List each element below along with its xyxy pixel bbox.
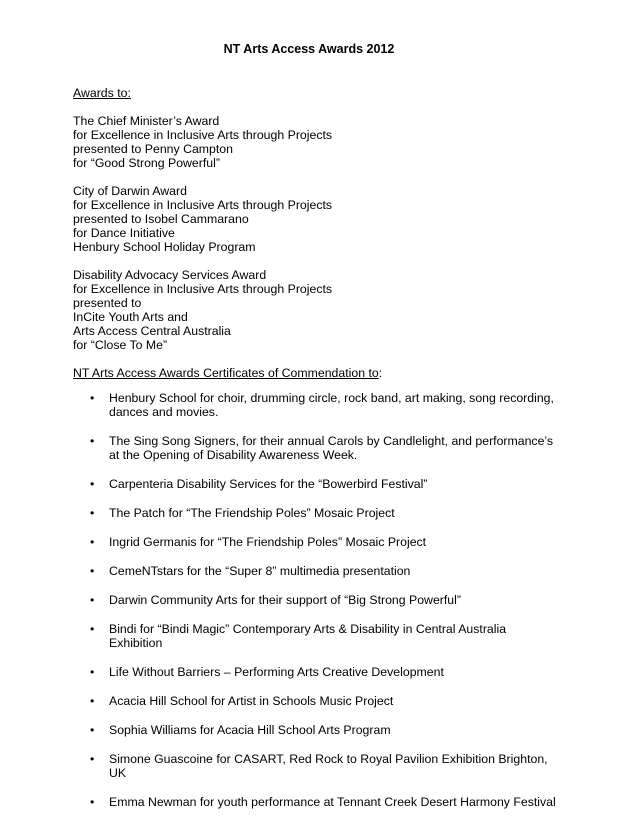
list-item-text: The Sing Song Signers, for their annual Carols by Candlelight, and performance’s at the Opening of Disability Awareness Week. (109, 434, 554, 462)
list-item-text: Henbury School for choir, drumming circle, rock band, art making, song recording, dances and movies. (109, 391, 554, 419)
award-line: presented to (73, 296, 142, 310)
bullet-icon: • (90, 694, 95, 708)
bullet-icon: • (90, 477, 95, 491)
bullet-icon: • (90, 665, 95, 679)
award-block (73, 268, 573, 352)
list-item-text: Life Without Barriers – Performing Arts Creative Development (109, 665, 444, 679)
award-block (73, 184, 573, 254)
list-item (73, 795, 559, 809)
list-item (73, 477, 559, 491)
list-item (73, 593, 559, 607)
award-line: for Excellence in Inclusive Arts through Projects (73, 198, 333, 212)
award-line: for Dance Initiative (73, 226, 175, 240)
bullet-icon: • (90, 752, 95, 766)
bullet-icon: • (90, 391, 95, 405)
award-line: for Excellence in Inclusive Arts through Projects (73, 128, 333, 142)
awards-heading: Awards to: (73, 86, 131, 100)
bullet-icon: • (90, 622, 95, 636)
award-line: The Chief Minister’s Award (73, 114, 220, 128)
award-line: Henbury School Holiday Program (73, 240, 256, 254)
list-item (73, 752, 559, 780)
list-item (73, 622, 559, 650)
list-item-text: Emma Newman for youth performance at Tennant Creek Desert Harmony Festival (109, 795, 556, 809)
bullet-icon: • (90, 535, 95, 549)
commendations-heading-line (73, 366, 573, 380)
list-item (73, 434, 559, 462)
list-item-text: The Patch for “The Friendship Poles” Mosaic Project (109, 506, 395, 520)
list-item-text: Bindi for “Bindi Magic” Contemporary Arts & Disability in Central Australia Exhibition (109, 622, 507, 650)
list-item-text: Acacia Hill School for Artist in Schools Music Project (109, 694, 394, 708)
award-line: for “Close To Me” (73, 338, 168, 352)
award-line: InCite Youth Arts and (73, 310, 188, 324)
list-item (73, 723, 559, 737)
list-item (73, 694, 559, 708)
bullet-icon: • (90, 434, 95, 448)
list-item-text: Simone Guascoine for CASART, Red Rock to Royal Pavilion Exhibition Brighton, UK (109, 752, 548, 780)
list-item-text: Carpenteria Disability Services for the “Bowerbird Festival” (109, 477, 428, 491)
list-item-text: Ingrid Germanis for “The Friendship Poles” Mosaic Project (109, 535, 427, 549)
list-item-text: Sophia Williams for Acacia Hill School Arts Program (109, 723, 391, 737)
list-item-text: Darwin Community Arts for their support of “Big Strong Powerful” (109, 593, 461, 607)
list-item-text: CemeNTstars for the “Super 8” multimedia presentation (109, 564, 411, 578)
bullet-icon: • (90, 564, 95, 578)
bullet-icon: • (90, 795, 95, 809)
commendations-heading: NT Arts Access Awards Certificates of Commendation to (73, 366, 379, 380)
award-line: City of Darwin Award (73, 184, 187, 198)
page-title: NT Arts Access Awards 2012 (223, 42, 395, 56)
bullet-icon: • (90, 506, 95, 520)
commendations-list (73, 391, 573, 809)
award-line: for Excellence in Inclusive Arts through Projects (73, 282, 333, 296)
list-item (73, 665, 559, 679)
list-item (73, 391, 559, 419)
award-line: presented to Penny Campton (73, 142, 233, 156)
list-item (73, 506, 559, 520)
document-body (73, 86, 573, 824)
award-block (73, 114, 573, 170)
list-item (73, 564, 559, 578)
bullet-icon: • (90, 593, 95, 607)
list-item (73, 535, 559, 549)
award-line: for “Good Strong Powerful” (73, 156, 220, 170)
bullet-icon: • (90, 723, 95, 737)
commendations-heading-suffix: : (378, 366, 383, 380)
award-line: Arts Access Central Australia (73, 324, 231, 338)
award-line: presented to Isobel Cammarano (73, 212, 249, 226)
award-line: Disability Advocacy Services Award (73, 268, 267, 282)
